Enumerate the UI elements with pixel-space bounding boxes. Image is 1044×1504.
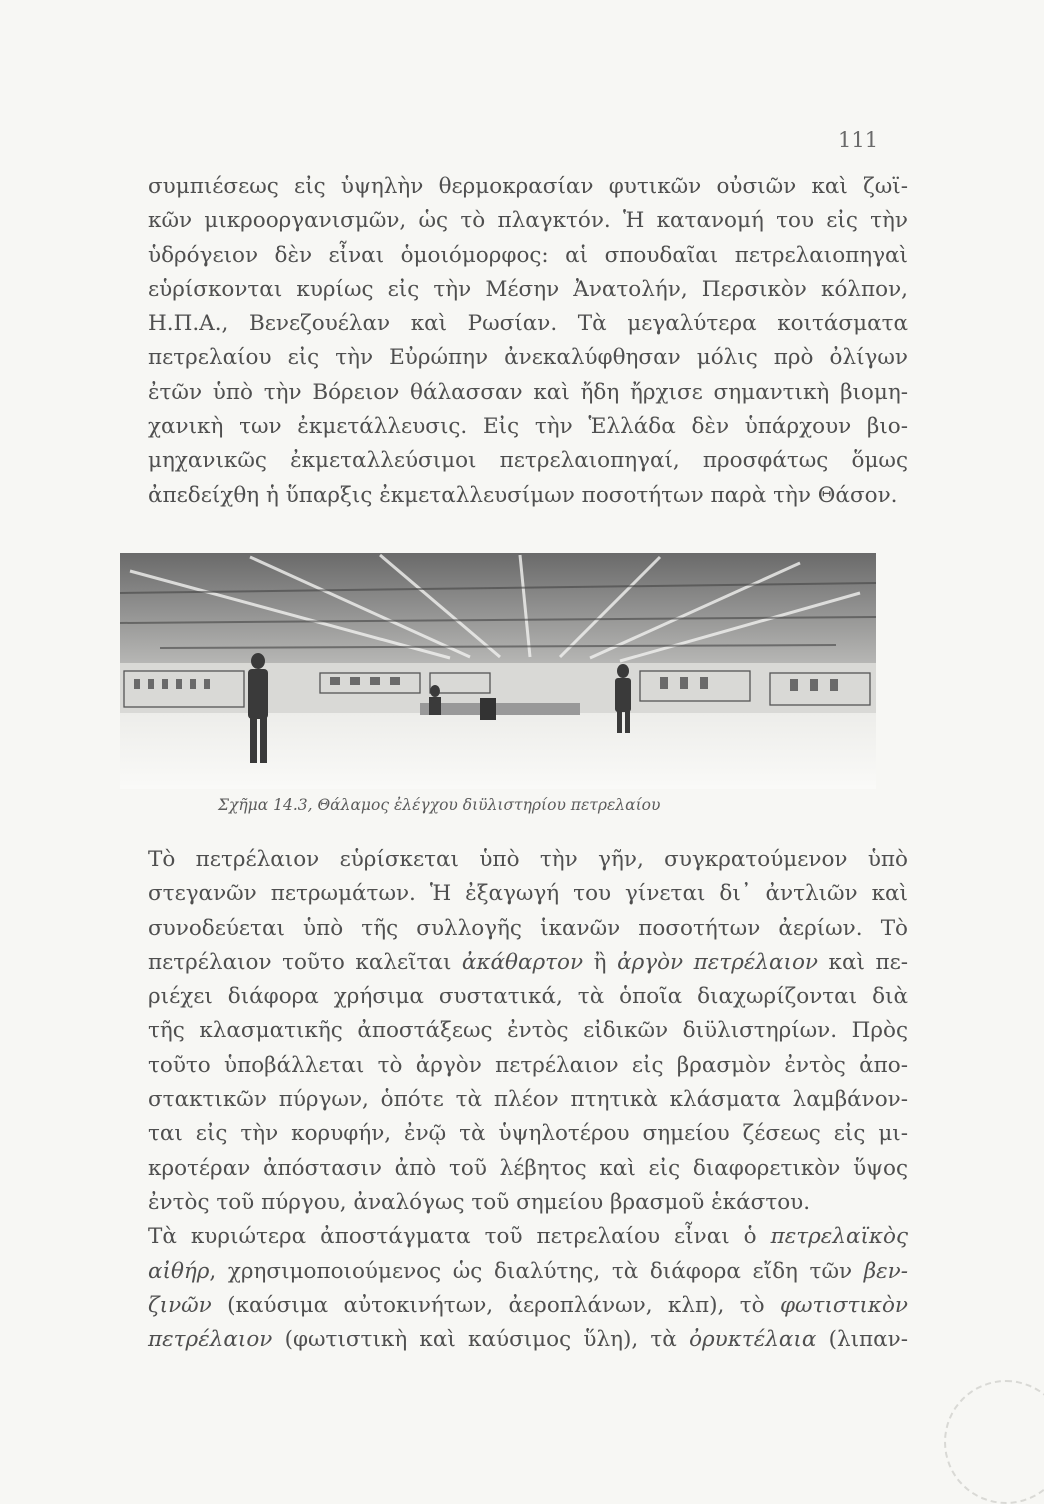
text-line [148, 877, 908, 911]
text-line: ὑδρόγειον δὲν εἶναι ὁμοιόμορφος: αἱ σπουδαῖαι πετρελαιοπηγαὶ [148, 242, 908, 268]
text-segment: στακτικῶν πύργων, ὁπότε τὰ πλέον πτητικὰ κλάσματα λαμβάνον- [148, 1087, 908, 1113]
text-segment: (λιπαν- [816, 1327, 909, 1353]
text-line [148, 1083, 908, 1117]
text-line [148, 1255, 908, 1289]
paragraph-1 [148, 170, 908, 513]
text-segment: ἢ [583, 949, 618, 975]
text-segment: πετρέλαιον τοῦτο καλεῖται [148, 949, 462, 975]
text-segment: (φωτιστικὴ καὶ καύσιμος ὕλη), τὰ [272, 1327, 690, 1353]
control-room-illustration [120, 553, 876, 789]
text-line [148, 1014, 908, 1048]
italic-term: ἀργὸν πετρέλαιον [617, 949, 818, 975]
figure-control-room-photo [120, 553, 876, 789]
text-segment: στεγανῶν πετρωμάτων. Ἡ ἐξαγωγή του γίνεται δι᾽ ἀντλιῶν καὶ [148, 881, 908, 907]
text-line: πετρελαίου εἰς τὴν Εὐρώπην ἀνεκαλύφθησαν μόλις πρὸ ὀλίγων [148, 345, 908, 371]
italic-term: φωτιστικὸν [779, 1292, 908, 1318]
text-segment: κροτέραν ἀπόστασιν ἀπὸ τοῦ λέβητος καὶ εἰς διαφορετικὸν ὕψος [148, 1155, 908, 1181]
text-segment: ται εἰς τὴν κορυφήν, ἐνῷ τὰ ὑψηλοτέρου σημείου ζέσεως εἰς μι- [148, 1121, 908, 1147]
text-line: Η.Π.Α., Βενεζουέλαν καὶ Ρωσίαν. Τὰ μεγαλύτερα κοιτάσματα [148, 311, 908, 337]
text-line [148, 1220, 908, 1254]
text-line: συμπιέσεως εἰς ὑψηλὴν θερμοκρασίαν φυτικῶν οὐσιῶν καὶ ζωϊ- [148, 174, 908, 199]
text-line [148, 1049, 908, 1083]
italic-term: ὀρυκτέλαια [689, 1327, 817, 1353]
italic-term: πετρέλαιον [148, 1327, 273, 1353]
italic-term: αἰθήρ [148, 1258, 210, 1284]
text-segment: τοῦτο ὑποβάλλεται τὸ ἀργὸν πετρέλαιον εἰς βρασμὸν ἐντὸς ἀπο- [148, 1052, 908, 1078]
italic-term: ἀκάθαρτον [461, 949, 584, 975]
text-segment: Τὸ πετρέλαιον εὑρίσκεται ὑπὸ τὴν γῆν, συγκρατούμενον ὑπὸ [148, 847, 908, 872]
text-line [148, 1323, 908, 1357]
text-line: μηχανικῶς ἐκμεταλλεύσιμοι πετρελαιοπηγαί, προσφάτως ὅμως [148, 448, 908, 474]
text-line: κῶν μικροοργανισμῶν, ὡς τὸ πλαγκτόν. Ἡ κατανομή του εἰς τὴν [148, 208, 908, 234]
text-segment: (καύσιμα αὐτοκινήτων, ἀεροπλάνων, κλπ), τὸ [211, 1292, 780, 1318]
text-line [148, 843, 908, 877]
text-line [148, 1186, 908, 1220]
text-segment: καὶ πε- [817, 949, 908, 975]
text-segment: , χρησιμοποιούμενος ὡς διαλύτης, τὰ διάφορα εἴδη τῶν [209, 1258, 864, 1284]
italic-term: πετρελαϊκὸς [770, 1224, 908, 1250]
library-stamp [944, 1380, 1044, 1504]
text-segment: Τὰ κυριώτερα ἀποστάγματα τοῦ πετρελαίου εἶναι ὁ [148, 1224, 771, 1250]
text-line [148, 912, 908, 946]
text-line [148, 1117, 908, 1151]
italic-term: βεν- [863, 1258, 908, 1284]
text-line: χανικὴ των ἐκμετάλλευσις. Εἰς τὴν Ἑλλάδα δὲν ὑπάρχουν βιο- [148, 414, 908, 440]
figure-caption: Σχῆμα 14.3, Θάλαμος ἐλέγχου διϋλιστηρίου πετρελαίου [218, 796, 661, 814]
text-line [148, 1289, 908, 1323]
text-line: ἐτῶν ὑπὸ τὴν Βόρειον θάλασσαν καὶ ἤδη ἤρχισε σημαντικὴ βιομη- [148, 379, 908, 405]
text-segment: τῆς κλασματικῆς ἀποστάξεως ἐντὸς εἰδικῶν διϋλιστηρίων. Πρὸς [148, 1018, 908, 1044]
italic-term: ζινῶν [148, 1292, 212, 1318]
text-line [148, 946, 908, 980]
text-line [148, 980, 908, 1014]
page-number: 111 [838, 128, 879, 152]
paragraph-2 [148, 843, 908, 1357]
text-segment: συνοδεύεται ὑπὸ τῆς συλλογῆς ἱκανῶν ποσοτήτων ἀερίων. Τὸ [148, 915, 908, 941]
text-line [148, 1152, 908, 1186]
text-line: ἀπεδείχθη ἡ ὕπαρξις ἐκμεταλλευσίμων ποσοτήτων παρὰ τὴν Θάσον. [148, 482, 898, 508]
text-line: εὑρίσκονται κυρίως εἰς τὴν Μέσην Ἀνατολήν, Περσικὸν κόλπον, [148, 276, 908, 302]
text-segment: ριέχει διάφορα χρήσιμα συστατικά, τὰ ὁποῖα διαχωρίζονται διὰ [148, 984, 908, 1010]
text-segment: ἐντὸς τοῦ πύργου, ἀναλόγως τοῦ σημείου βρασμοῦ ἑκάστου. [148, 1189, 811, 1215]
